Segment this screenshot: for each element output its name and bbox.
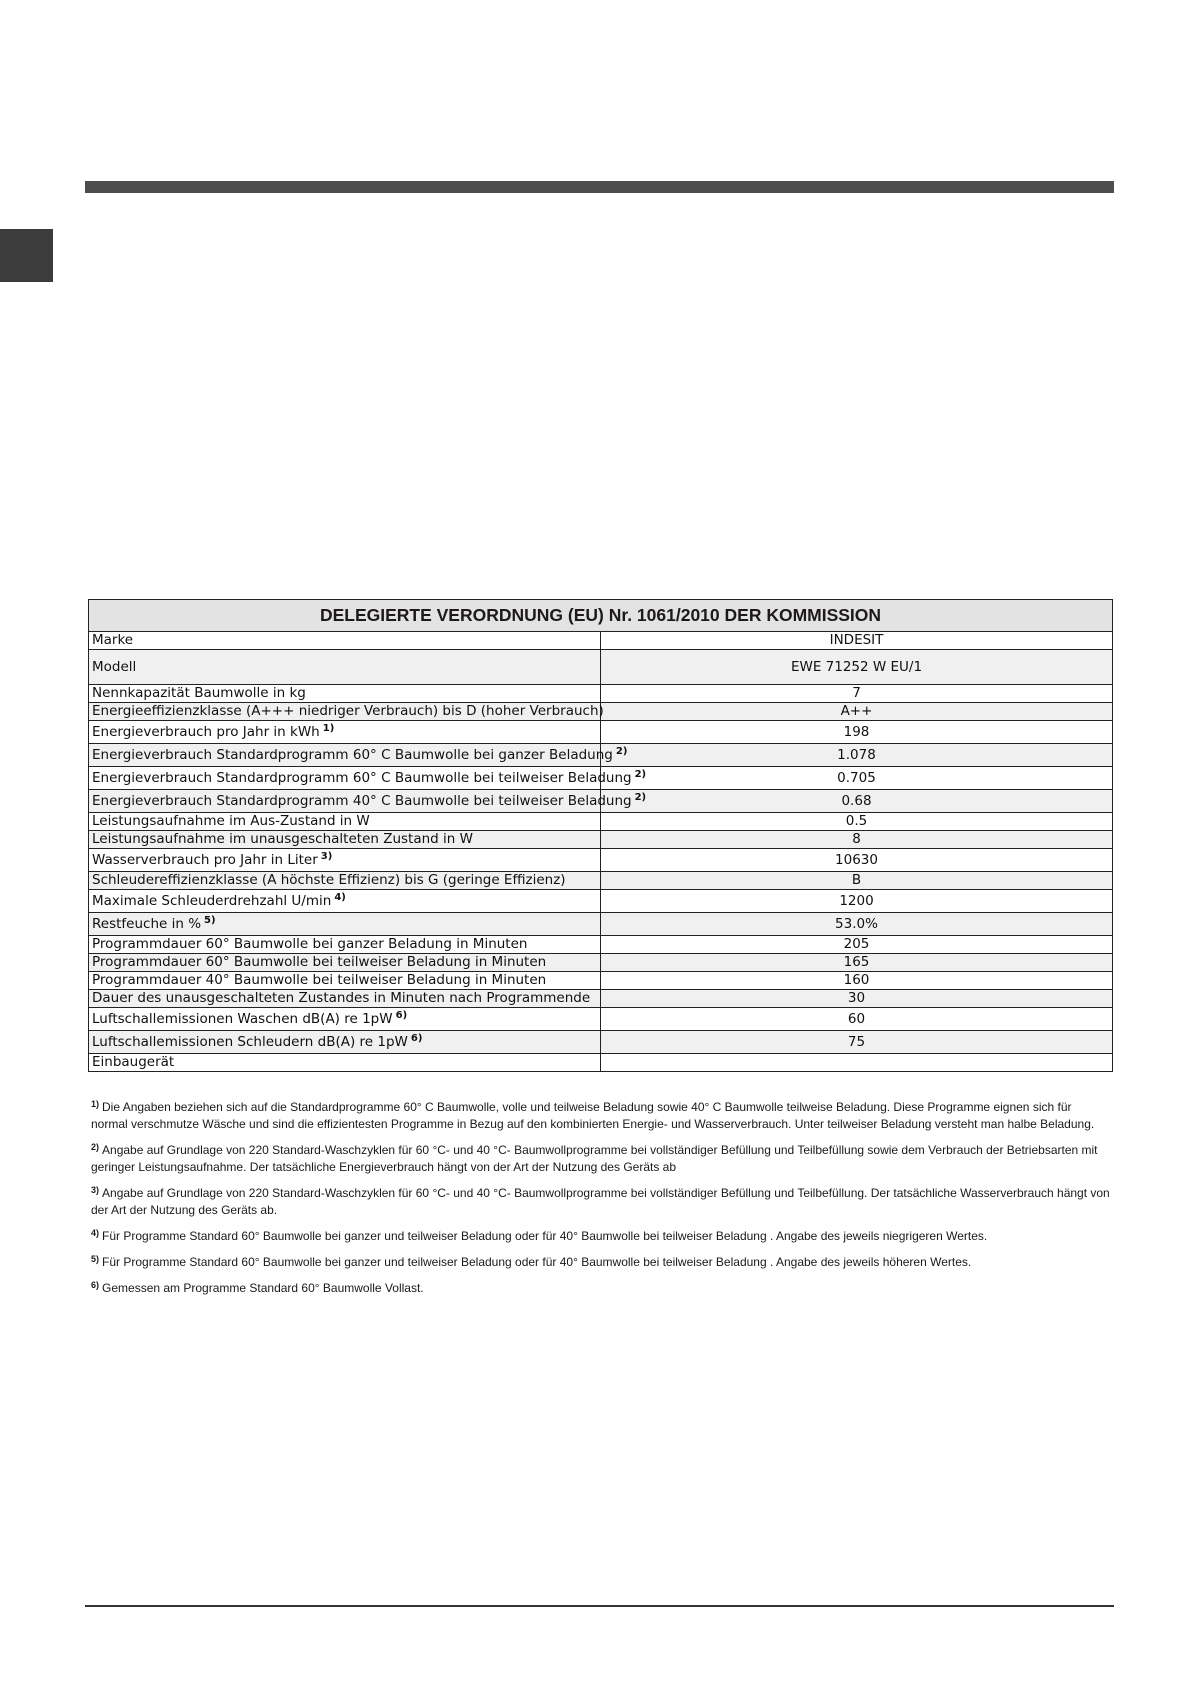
row-label: Leistungsaufnahme im unausgeschalteten Zustand in W (89, 831, 601, 849)
table-row (89, 767, 1113, 790)
footnote-marker: 4) (91, 1228, 100, 1238)
row-value: 7 (601, 685, 1113, 703)
table-row (89, 703, 1113, 721)
row-value: 160 (601, 972, 1113, 990)
row-value: 75 (601, 1031, 1113, 1054)
row-label: Energieverbrauch pro Jahr in kWh $^{1)}$ (89, 721, 601, 744)
table-row (89, 831, 1113, 849)
table-row (89, 650, 1113, 685)
footnote-ref: 2) (615, 745, 628, 757)
row-value: 0.5 (601, 813, 1113, 831)
header-rule (85, 181, 1114, 193)
row-label: Energieeffizienzklasse (A+++ niedriger Verbrauch) bis D (hoher Verbrauch) (89, 703, 601, 721)
table-row (89, 632, 1113, 650)
footnote (91, 1099, 1111, 1133)
table-row (89, 990, 1113, 1008)
table-title-row (89, 600, 1113, 632)
footnote (91, 1185, 1111, 1219)
row-label: Wasserverbrauch pro Jahr in Liter $^{3)}$ (89, 849, 601, 872)
footnote-ref: 4) (334, 891, 346, 903)
table-row (89, 744, 1113, 767)
table-row (89, 972, 1113, 990)
table-row (89, 936, 1113, 954)
footnote (91, 1254, 1111, 1271)
row-label: Energieverbrauch Standardprogramm 40° C Baumwolle bei teilweiser Beladung $^{2)}$ (89, 790, 601, 813)
table-row (89, 849, 1113, 872)
table-row (89, 1008, 1113, 1031)
table-title: DELEGIERTE VERORDNUNG (EU) Nr. 1061/2010 DER KOMMISSION (89, 600, 1113, 632)
row-label: Nennkapazität Baumwolle in kg (89, 685, 601, 703)
footnote-text: Angabe auf Grundlage von 220 Standard-Waschzyklen für 60 °C- und 40 °C- Baumwollprogramme bei vollständiger Befüllung und Teilbefüllung sowie dem Verbrauch der Betriebsarten mit geringer Leistungsaufnahme. Der tatsächliche Energieverbrauch hängt von der Art der Nutzung des Geräts ab (91, 1143, 1098, 1174)
table-row (89, 685, 1113, 703)
footnote-text: Für Programme Standard 60° Baumwolle bei ganzer und teilweiser Beladung oder für 40° Baumwolle bei teilweiser Beladung . Angabe des jeweils niegrigeren Wertes. (102, 1229, 988, 1243)
row-value: EWE 71252 W EU/1 (601, 650, 1113, 685)
row-label: Programmdauer 60° Baumwolle bei teilweiser Beladung in Minuten (89, 954, 601, 972)
row-value: 60 (601, 1008, 1113, 1031)
footnote-marker: 1) (91, 1099, 100, 1109)
footnotes (91, 1099, 1111, 1306)
row-value: 8 (601, 831, 1113, 849)
row-value: INDESIT (601, 632, 1113, 650)
footer-rule (85, 1605, 1114, 1607)
row-value: 10630 (601, 849, 1113, 872)
footnote-text: Für Programme Standard 60° Baumwolle bei ganzer und teilweiser Beladung oder für 40° Baumwolle bei teilweiser Beladung . Angabe des jeweils höheren Wertes. (102, 1255, 972, 1269)
footnote-ref: 5) (204, 914, 216, 926)
row-label: Marke (89, 632, 601, 650)
table-row (89, 1054, 1113, 1072)
row-value: A++ (601, 703, 1113, 721)
footnote (91, 1228, 1111, 1245)
row-value (601, 1054, 1113, 1072)
row-label: Einbaugerät (89, 1054, 601, 1072)
footnote-ref: 6) (395, 1009, 408, 1021)
footnote-ref: 2) (634, 768, 647, 780)
footnote-ref: 3) (320, 850, 333, 862)
row-label: Programmdauer 40° Baumwolle bei teilweiser Beladung in Minuten (89, 972, 601, 990)
row-label: Energieverbrauch Standardprogramm 60° C Baumwolle bei ganzer Beladung $^{2)}$ (89, 744, 601, 767)
row-label: Dauer des unausgeschalteten Zustandes in Minuten nach Programmende (89, 990, 601, 1008)
row-value: 53.0% (601, 913, 1113, 936)
table-row (89, 913, 1113, 936)
table-row (89, 872, 1113, 890)
footnote-marker: 2) (91, 1142, 100, 1152)
row-label: Luftschallemissionen Schleudern dB(A) re 1pW $^{6)}$ (89, 1031, 601, 1054)
language-tab-marker (0, 229, 53, 282)
row-label: Modell (89, 650, 601, 685)
row-label: Restfeuche in % $^{5)}$ (89, 913, 601, 936)
footnote-text: Die Angaben beziehen sich auf die Standardprogramme 60° C Baumwolle, volle und teilweise Beladung sowie 40° C Baumwolle teilweise Beladung. Diese Programme eignen sich für normal verschmutze Wäsche und sind die effizientesten Programme in Bezug auf den kombinierten Energie- und Wasserverbrauch. Unter teilweiser Beladung versteht man halbe Beladung. (91, 1100, 1095, 1131)
table-row (89, 954, 1113, 972)
row-value: 198 (601, 721, 1113, 744)
row-label: Luftschallemissionen Waschen dB(A) re 1pW $^{6)}$ (89, 1008, 601, 1031)
row-value: 1.078 (601, 744, 1113, 767)
footnote-marker: 6) (91, 1280, 100, 1290)
footnote-marker: 5) (91, 1254, 100, 1264)
row-value: 165 (601, 954, 1113, 972)
footnote (91, 1280, 1111, 1297)
footnote-marker: 3) (91, 1185, 100, 1195)
energy-label-table (88, 599, 1113, 1072)
row-value: 0.68 (601, 790, 1113, 813)
row-label: Leistungsaufnahme im Aus-Zustand in W (89, 813, 601, 831)
row-value: 205 (601, 936, 1113, 954)
footnote-ref: 1) (322, 722, 335, 734)
row-value: 30 (601, 990, 1113, 1008)
row-value: B (601, 872, 1113, 890)
footnote-ref: 2) (634, 791, 647, 803)
table-row (89, 1031, 1113, 1054)
row-label: Energieverbrauch Standardprogramm 60° C Baumwolle bei teilweiser Beladung $^{2)}$ (89, 767, 601, 790)
table-row (89, 813, 1113, 831)
table-row (89, 790, 1113, 813)
table-row (89, 721, 1113, 744)
footnote-text: Gemessen am Programme Standard 60° Baumwolle Vollast. (102, 1281, 424, 1295)
footnote-ref: 6) (410, 1032, 423, 1044)
row-label: Programmdauer 60° Baumwolle bei ganzer Beladung in Minuten (89, 936, 601, 954)
row-label: Maximale Schleuderdrehzahl U/min $^{4)}$ (89, 890, 601, 913)
row-value: 1200 (601, 890, 1113, 913)
row-value: 0.705 (601, 767, 1113, 790)
footnote-text: Angabe auf Grundlage von 220 Standard-Waschzyklen für 60 °C- und 40 °C- Baumwollprogramme bei vollständiger Befüllung und Teilbefüllung. Der tatsächliche Wasserverbrauch hängt von der Art der Nutzung des Geräts ab. (91, 1186, 1110, 1217)
footnote (91, 1142, 1111, 1176)
row-label: Schleudereffizienzklasse (A höchste Effizienz) bis G (geringe Effizienz) (89, 872, 601, 890)
table-row (89, 890, 1113, 913)
